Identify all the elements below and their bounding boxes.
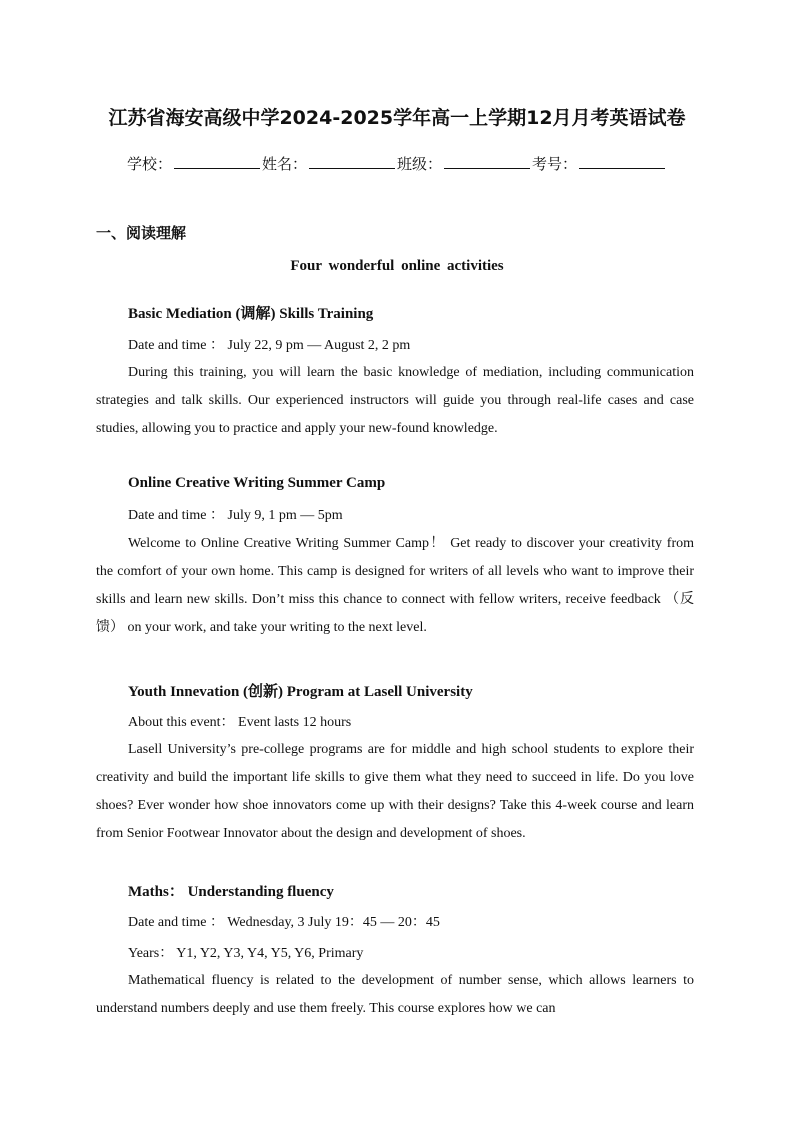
activity-description: Mathematical fluency is related to the development of number sense, which allows learners to understand numbers deeply and use them freely. This course explores how we can [96,973,694,1016]
activity-heading: Maths： Understanding fluency [128,884,334,900]
passage-title: Four wonderful online activities [290,258,504,274]
activity-description: Welcome to Online Creative Writing Summer Camp！ Get ready to discover your creativity from the comfort of your own home. This camp is designed for writers of all levels who want to improve their skills and learn new skills. Don’t miss this chance to connect with fellow writers, receive feedback （反馈） on your work, and take your writing to the next level. [96,536,694,635]
class-label: 班级： [397,155,443,173]
activity-date: Date and time ： July 9, 1 pm — 5pm [128,508,343,523]
section-heading: 一、阅读理解 [96,224,187,242]
activity-heading: Online Creative Writing Summer Camp [128,475,386,491]
activity-heading: Youth Innevation (创新) Program at Lasell University [128,684,473,700]
activity-heading: Basic Mediation (调解) Skills Training [128,306,374,322]
student-info-row [0,153,794,174]
activity-date: Date and time ： Wednesday, 3 July 19：45 — 20：45 [128,915,440,930]
number-blank[interactable] [579,154,665,169]
exam-title: 江苏省海安高级中学2024-2025学年高一上学期12月月考英语试卷 [108,107,686,129]
school-blank[interactable] [174,154,260,169]
school-label: 学校： [126,155,172,173]
activity-about: About this event： Event lasts 12 hours [128,715,352,730]
activity-date: Date and time ： July 22, 9 pm — August 2, 2 pm [128,338,411,353]
activity-years: Years： Y1, Y2, Y3, Y4, Y5, Y6, Primary [128,946,364,961]
class-blank[interactable] [444,154,530,169]
activity-description: During this training, you will learn the basic knowledge of mediation, including communication strategies and talk skills. Our experienced instructors will guide you through real-life cases and case studies, allowing you to practice and apply your new-found knowledge. [96,365,694,436]
activity-description: Lasell University’s pre-college programs are for middle and high school students to explore their creativity and build the important life skills to give them what they need to succeed in life. Do you love shoes? Ever wonder how shoe innovators come up with their designs? Take this 4-week course and learn from Senior Footwear Innovator about the design and development of shoes. [96,742,694,841]
number-label: 考号： [532,155,578,173]
name-blank[interactable] [309,154,395,169]
name-label: 姓名： [261,155,307,173]
